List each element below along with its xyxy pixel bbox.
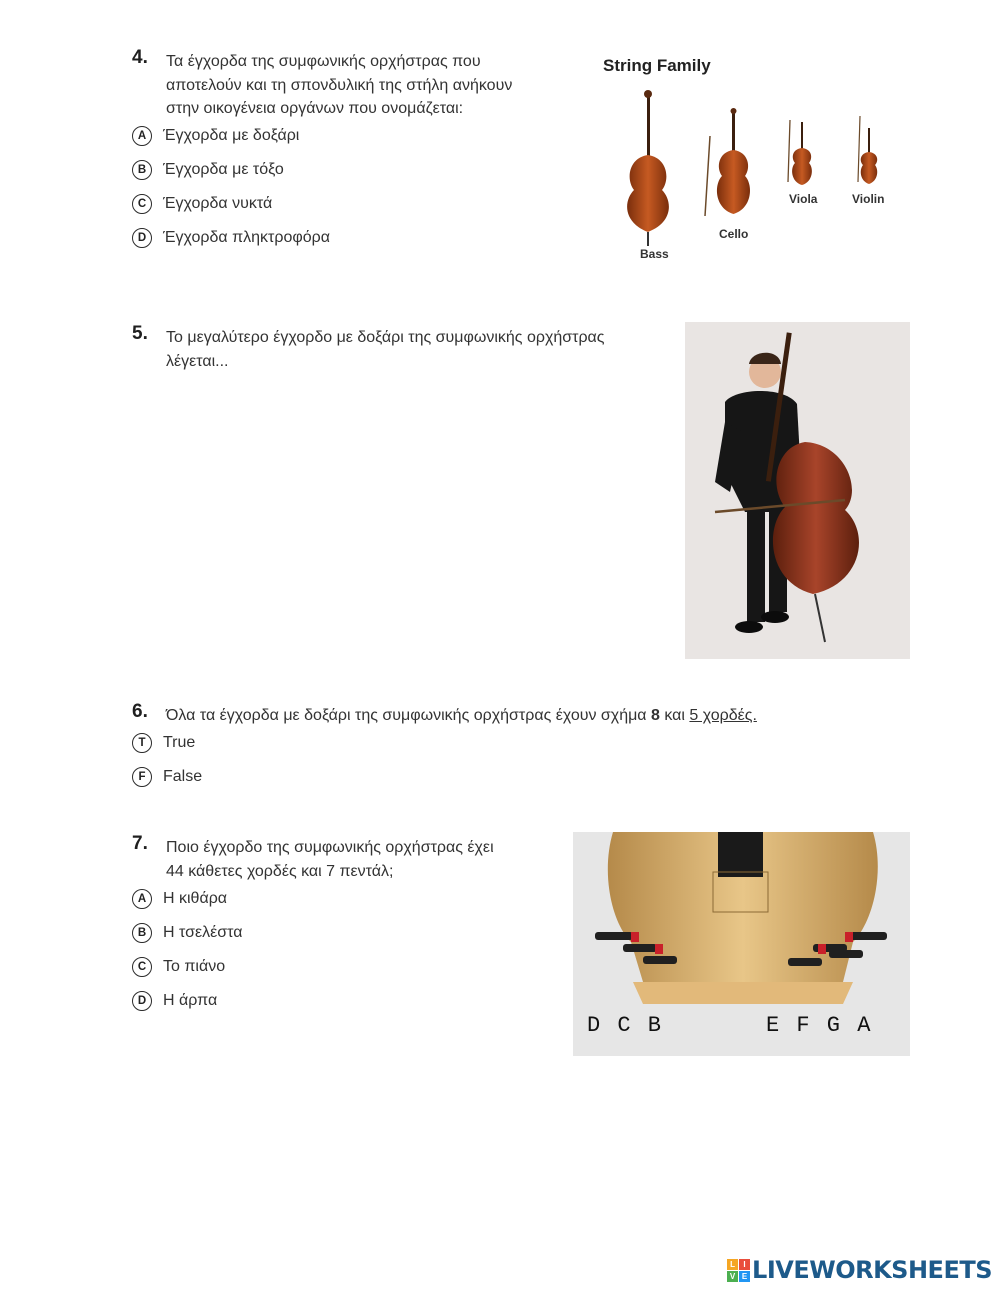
question-4 bbox=[132, 47, 572, 265]
harp-notes-right: E F G A bbox=[766, 1013, 873, 1038]
underlined-phrase: 5 χορδές. bbox=[689, 707, 757, 724]
cello-label: Cello bbox=[719, 227, 749, 241]
option-label: True bbox=[163, 734, 196, 751]
option-letter-badge: F bbox=[132, 767, 152, 787]
violin-icon bbox=[858, 116, 877, 184]
option-a[interactable] bbox=[132, 886, 227, 912]
harp-notes-left: D C B bbox=[587, 1013, 664, 1038]
harp-pedals-illustration bbox=[573, 832, 910, 1056]
cello-icon bbox=[705, 108, 750, 216]
option-label: Έγχορδα με δοξάρι bbox=[163, 127, 300, 144]
double-bass-player-illustration bbox=[685, 322, 910, 659]
bass-label: Bass bbox=[640, 247, 669, 261]
liveworksheets-brand bbox=[727, 1256, 992, 1284]
option-d[interactable] bbox=[132, 225, 330, 251]
emphasis-number: 8 bbox=[651, 707, 660, 724]
question-number: 6. bbox=[132, 701, 148, 722]
question-number: 4. bbox=[132, 47, 148, 68]
question-text: Τα έγχορδα της συμφωνικής ορχήστρας που αποτελούν και τη σπονδυλική της στήλη ανήκουν στην οικογένεια οργάνων που ονομάζεται: bbox=[166, 53, 513, 117]
option-letter-badge: B bbox=[132, 160, 152, 180]
option-c[interactable] bbox=[132, 954, 225, 980]
liveworksheets-logo-icon: L I V E bbox=[727, 1259, 750, 1282]
option-label: Έγχορδα με τόξο bbox=[163, 161, 284, 178]
option-label: Η άρπα bbox=[163, 992, 218, 1009]
question-number: 7. bbox=[132, 833, 148, 854]
viola-icon bbox=[788, 120, 812, 185]
option-letter-badge: T bbox=[132, 733, 152, 753]
string-family-illustration bbox=[592, 50, 912, 265]
option-letter-badge: D bbox=[132, 991, 152, 1011]
string-family-title: String Family bbox=[603, 56, 711, 75]
option-label: Η τσελέστα bbox=[163, 924, 243, 941]
option-letter-badge: C bbox=[132, 194, 152, 214]
question-number: 5. bbox=[132, 323, 148, 344]
option-label: Το πιάνο bbox=[163, 958, 226, 975]
harp-pedals-photo bbox=[573, 832, 910, 1056]
option-letter-badge: D bbox=[132, 228, 152, 248]
option-letter-badge: A bbox=[132, 889, 152, 909]
option-b[interactable] bbox=[132, 920, 242, 946]
option-false[interactable] bbox=[132, 764, 202, 790]
double-bass-player-photo bbox=[685, 322, 910, 659]
brand-name: LIVEWORKSHEETS bbox=[752, 1256, 992, 1284]
option-label: Έγχορδα νυκτά bbox=[163, 195, 273, 212]
question-text: Όλα τα έγχορδα με δοξάρι της συμφωνικής ορχήστρας έχουν σχήμα 8 και 5 χορδές. bbox=[166, 707, 757, 724]
option-c[interactable] bbox=[132, 191, 272, 217]
bass-icon bbox=[627, 90, 669, 246]
question-text: Ποιο έγχορδο της συμφωνικής ορχήστρας έχει 44 κάθετες χορδές και 7 πεντάλ; bbox=[166, 839, 494, 880]
option-true[interactable] bbox=[132, 730, 195, 756]
question-6 bbox=[132, 701, 892, 794]
string-family-image bbox=[592, 50, 912, 265]
option-a[interactable] bbox=[132, 123, 299, 149]
option-label: Έγχορδα πληκτροφόρα bbox=[163, 229, 330, 246]
option-letter-badge: A bbox=[132, 126, 152, 146]
option-d[interactable] bbox=[132, 988, 217, 1014]
viola-label: Viola bbox=[789, 192, 818, 206]
question-5 bbox=[132, 323, 672, 386]
option-label: False bbox=[163, 768, 203, 785]
option-b[interactable] bbox=[132, 157, 284, 183]
option-letter-badge: C bbox=[132, 957, 152, 977]
question-7 bbox=[132, 833, 552, 1026]
question-text: Το μεγαλύτερο έγχορδο με δοξάρι της συμφωνικής ορχήστρας λέγεται... bbox=[166, 329, 605, 370]
option-label: Η κιθάρα bbox=[163, 890, 228, 907]
violin-label: Violin bbox=[852, 192, 885, 206]
option-letter-badge: B bbox=[132, 923, 152, 943]
